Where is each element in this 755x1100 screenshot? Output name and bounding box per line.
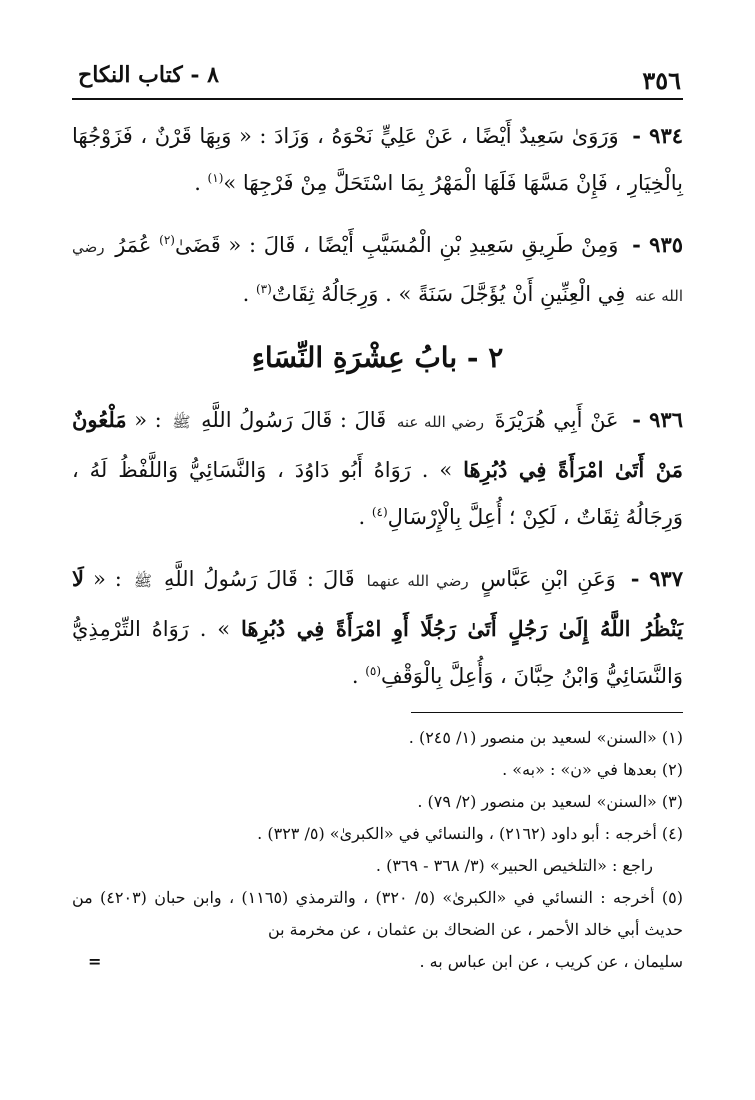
hadith-text: : « [83,567,122,591]
footnote-1: (١) «السنن» لسعيد بن منصور (١/ ٢٤٥) . [408,728,683,747]
hadith-936 [72,396,683,541]
hadith-text: قَالَ : قَالَ رَسُولُ اللَّهِ [163,567,355,591]
hadith-end: . [358,505,372,529]
page-number: ٣٥٦ [642,66,681,95]
footnote-3: (٣) «السنن» لسعيد بن منصور (٢/ ٧٩) . [417,792,683,811]
hadith-934 [72,112,683,207]
footnote-ref[interactable]: (١) [207,171,224,185]
footnote-divider [411,712,683,713]
hadith-text: عَنْ أَبِي هُرَيْرَةَ [494,408,619,432]
hadith-number: ٩٣٦ - [632,407,683,432]
hadith-text: » . رَوَاهُ التِّرْمِذِيُّ وَالنَّسَائِيُّ وَابْنُ حِبَّانَ ، وَأُعِلَّ بِالْوَقْفِ [72,617,683,688]
footnote-4-note: راجع : «التلخيص الحبير» (٣/ ٣٦٨ - ٣٦٩) . [375,856,653,875]
section-heading: ٢ - بابُ عِشْرَةِ النِّسَاءِ [251,341,504,374]
footnote-2: (٢) بعدها في «ن» : «به» . [502,760,683,779]
footnote-5: (٥) أخرجه : النسائي في «الكبرىٰ» (٥/ ٣٢٠) ، والترمذي (١١٦٥) ، وابن حبان (٤٢٠٣) من حديث أبي خالد الأحمر ، عن الضحاك بن عثمان ، عن مخرمة بن [72,888,684,939]
hadith-text: » . رَوَاهُ أَبُو دَاوُدَ ، وَالنَّسَائِيُّ وَاللَّفْظُ لَهُ ، وَرِجَالُهُ ثِقَاتٌ ، لَكِنْ ؛ أُعِلَّ بِالْإِرْسَالِ [72,458,683,529]
hadith-number: ٩٣٤ - [632,123,684,148]
hadith-end: . [242,282,256,306]
hadith-text: فِي الْعِنِّينِ أَنْ يُؤَجَّلَ سَنَةً » . وَرِجَالُهُ ثِقَاتٌ [271,282,626,306]
footnotes [72,722,683,978]
honorific-glyph: رضي الله عنهما [366,572,469,590]
main-text [72,112,683,714]
hadith-937 [72,555,683,700]
hadith-number: ٩٣٧ - [630,566,683,591]
honorific-glyph: رضي الله عنه [396,413,484,431]
hadith-number: ٩٣٥ - [632,232,684,257]
book-page [72,0,683,1100]
hadith-text: عُمَرُ [115,233,160,257]
hadith-text: وَمِنْ طَرِيقِ سَعِيدِ بْنِ الْمُسَيَّبِ أَيْضًا ، قَالَ : « قَضَىٰ [174,233,619,257]
honorific-glyph: رضي الله عنه [72,238,683,305]
prophetic-text: لَا يَنْظُرُ اللَّهُ إِلَىٰ رَجُلٍ أَتَىٰ رَجُلًا أَوِ امْرَأَةً فِي دُبُرِهَا [72,566,683,641]
chapter-title: ٨ - كتاب النكاح [78,62,219,88]
footnote-ref[interactable]: (٢) [159,233,175,247]
footnote-ref[interactable]: (٣) [255,282,272,296]
hadith-text: وَرَوَىٰ سَعِيدٌ أَيْضًا ، عَنْ عَلِيٍّ نَحْوَهُ ، وَزَادَ : « وَبِهَا قَرْنٌ ، فَزَوْجُهَا بِالْخِيَارِ ، فَإِنْ مَسَّهَا فَلَهَا الْمَهْرُ بِمَا اسْتَحَلَّ مِنْ فَرْجِهَا » [72,124,683,195]
footnote-ref[interactable]: (٥) [365,664,382,678]
footnote-4: (٤) أخرجه : أبو داود (٢١٦٢) ، والنسائي في «الكبرىٰ» (٥/ ٣٢٣) . [257,824,683,843]
continuation-mark: = [88,952,102,971]
footnote-5-tail: سليمان ، عن كريب ، عن ابن عباس به . [419,952,683,971]
header-divider [72,98,683,100]
hadith-text: قَالَ : قَالَ رَسُولُ اللَّهِ [201,408,387,432]
hadith-end: . [351,664,366,688]
hadith-935 [72,221,683,320]
footnote-ref[interactable]: (٤) [371,505,388,519]
hadith-text: : « [126,408,162,432]
prophetic-text: مَلْعُونٌ مَنْ أَتَىٰ امْرَأَةً فِي دُبُرِهَا [72,407,684,482]
salawat-glyph: ﷺ [133,572,152,590]
salawat-glyph: ﷺ [172,413,191,431]
hadith-end: . [194,171,208,195]
hadith-text: وَعَنِ ابْنِ عَبَّاسٍ [480,567,616,591]
page-header [72,58,683,94]
footnote-5-continued [72,946,683,978]
